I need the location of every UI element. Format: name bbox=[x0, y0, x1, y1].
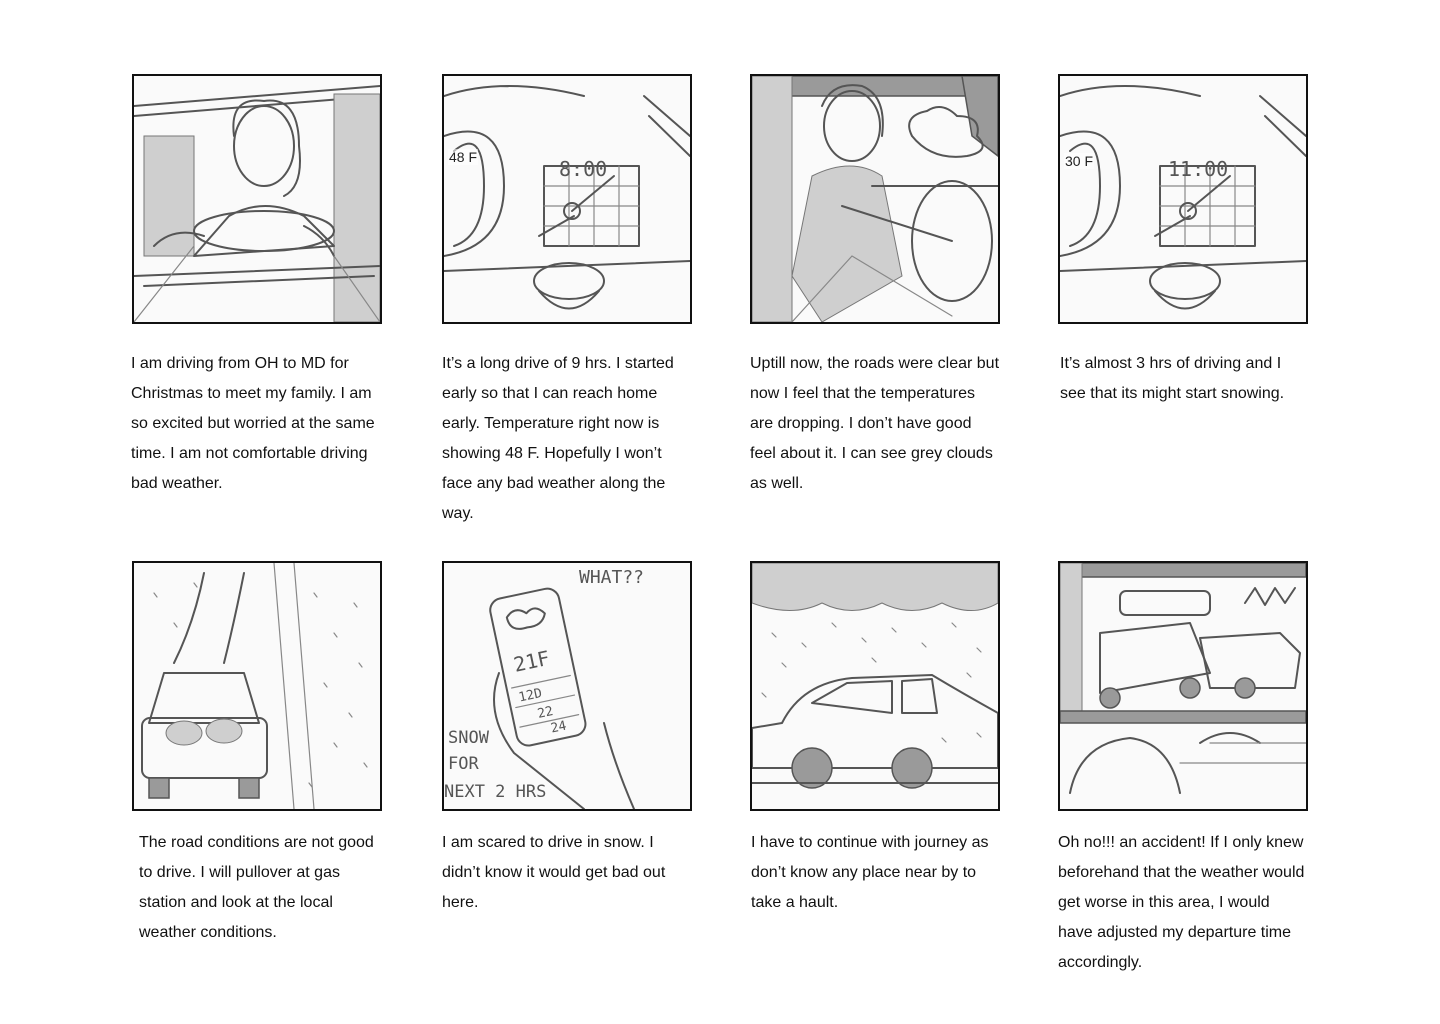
sketch-driver-at-wheel bbox=[134, 76, 380, 322]
storyboard-panel-7 bbox=[750, 561, 1000, 811]
sketch-car-in-snowfall bbox=[752, 563, 998, 809]
svg-text:22: 22 bbox=[536, 704, 555, 722]
sketch-dashboard-clock bbox=[444, 76, 690, 322]
caption-panel-3: Uptill now, the roads were clear but now I feel that the temperatures are dropping. I don’t have good feel about it. I can see grey clouds as well. bbox=[750, 355, 1000, 492]
caption-panel-1: I am driving from OH to MD for Christmas to meet my family. I am so excited but worried at the same time. I am not comfortable driving bad weather. bbox=[131, 355, 375, 492]
sketch-dashboard-clock-later bbox=[1060, 76, 1306, 322]
caption-panel-7: I have to continue with journey as don’t know any place near by to take a hault. bbox=[751, 834, 989, 911]
caption-panel-6: I am scared to drive in snow. I didn’t know it would get bad out here. bbox=[442, 834, 666, 911]
caption-panel-2: It’s a long drive of 9 hrs. I started early so that I can reach home early. Temperature right now is showing 48 F. Hopefully I won’t face any bad weather along the way. bbox=[442, 355, 674, 522]
clock-reading: 8:00 bbox=[559, 157, 608, 181]
temperature-overlay: 48 F bbox=[449, 149, 478, 165]
storyboard-panel-3 bbox=[750, 74, 1000, 324]
storyboard-panel-6 bbox=[442, 561, 692, 811]
note-line-1: SNOW bbox=[448, 728, 489, 748]
exclaim-text: WHAT?? bbox=[579, 567, 645, 588]
storyboard-panel-8 bbox=[1058, 561, 1308, 811]
svg-text:24: 24 bbox=[549, 718, 568, 737]
storyboard-panel-2 bbox=[442, 74, 692, 324]
sketch-car-snowy-road bbox=[134, 563, 380, 809]
note-line-3: NEXT 2 HRS bbox=[444, 782, 547, 802]
caption-panel-4: It’s almost 3 hrs of driving and I see that its might start snowing. bbox=[1060, 355, 1285, 402]
storyboard-panel-5 bbox=[132, 561, 382, 811]
sketch-driver-side-view bbox=[752, 76, 998, 322]
storyboard-panel-4 bbox=[1058, 74, 1308, 324]
storyboard-panel-1 bbox=[132, 74, 382, 324]
temperature-overlay: 30 F bbox=[1065, 153, 1094, 169]
clock-reading: 11:00 bbox=[1168, 157, 1229, 181]
phone-temperature: 21F bbox=[511, 645, 552, 677]
note-line-2: FOR bbox=[448, 754, 479, 774]
sketch-accident-through-windshield bbox=[1060, 563, 1306, 809]
caption-panel-5: The road conditions are not good to drive. I will pullover at gas station and look at the local weather conditions. bbox=[139, 834, 374, 941]
svg-text:12D: 12D bbox=[517, 685, 544, 706]
sketch-phone-weather-app bbox=[444, 563, 690, 809]
caption-panel-8: Oh no!!! an accident! If I only knew beforehand that the weather would get worse in this area, I would have adjusted my departure time accordingly. bbox=[1058, 834, 1305, 971]
